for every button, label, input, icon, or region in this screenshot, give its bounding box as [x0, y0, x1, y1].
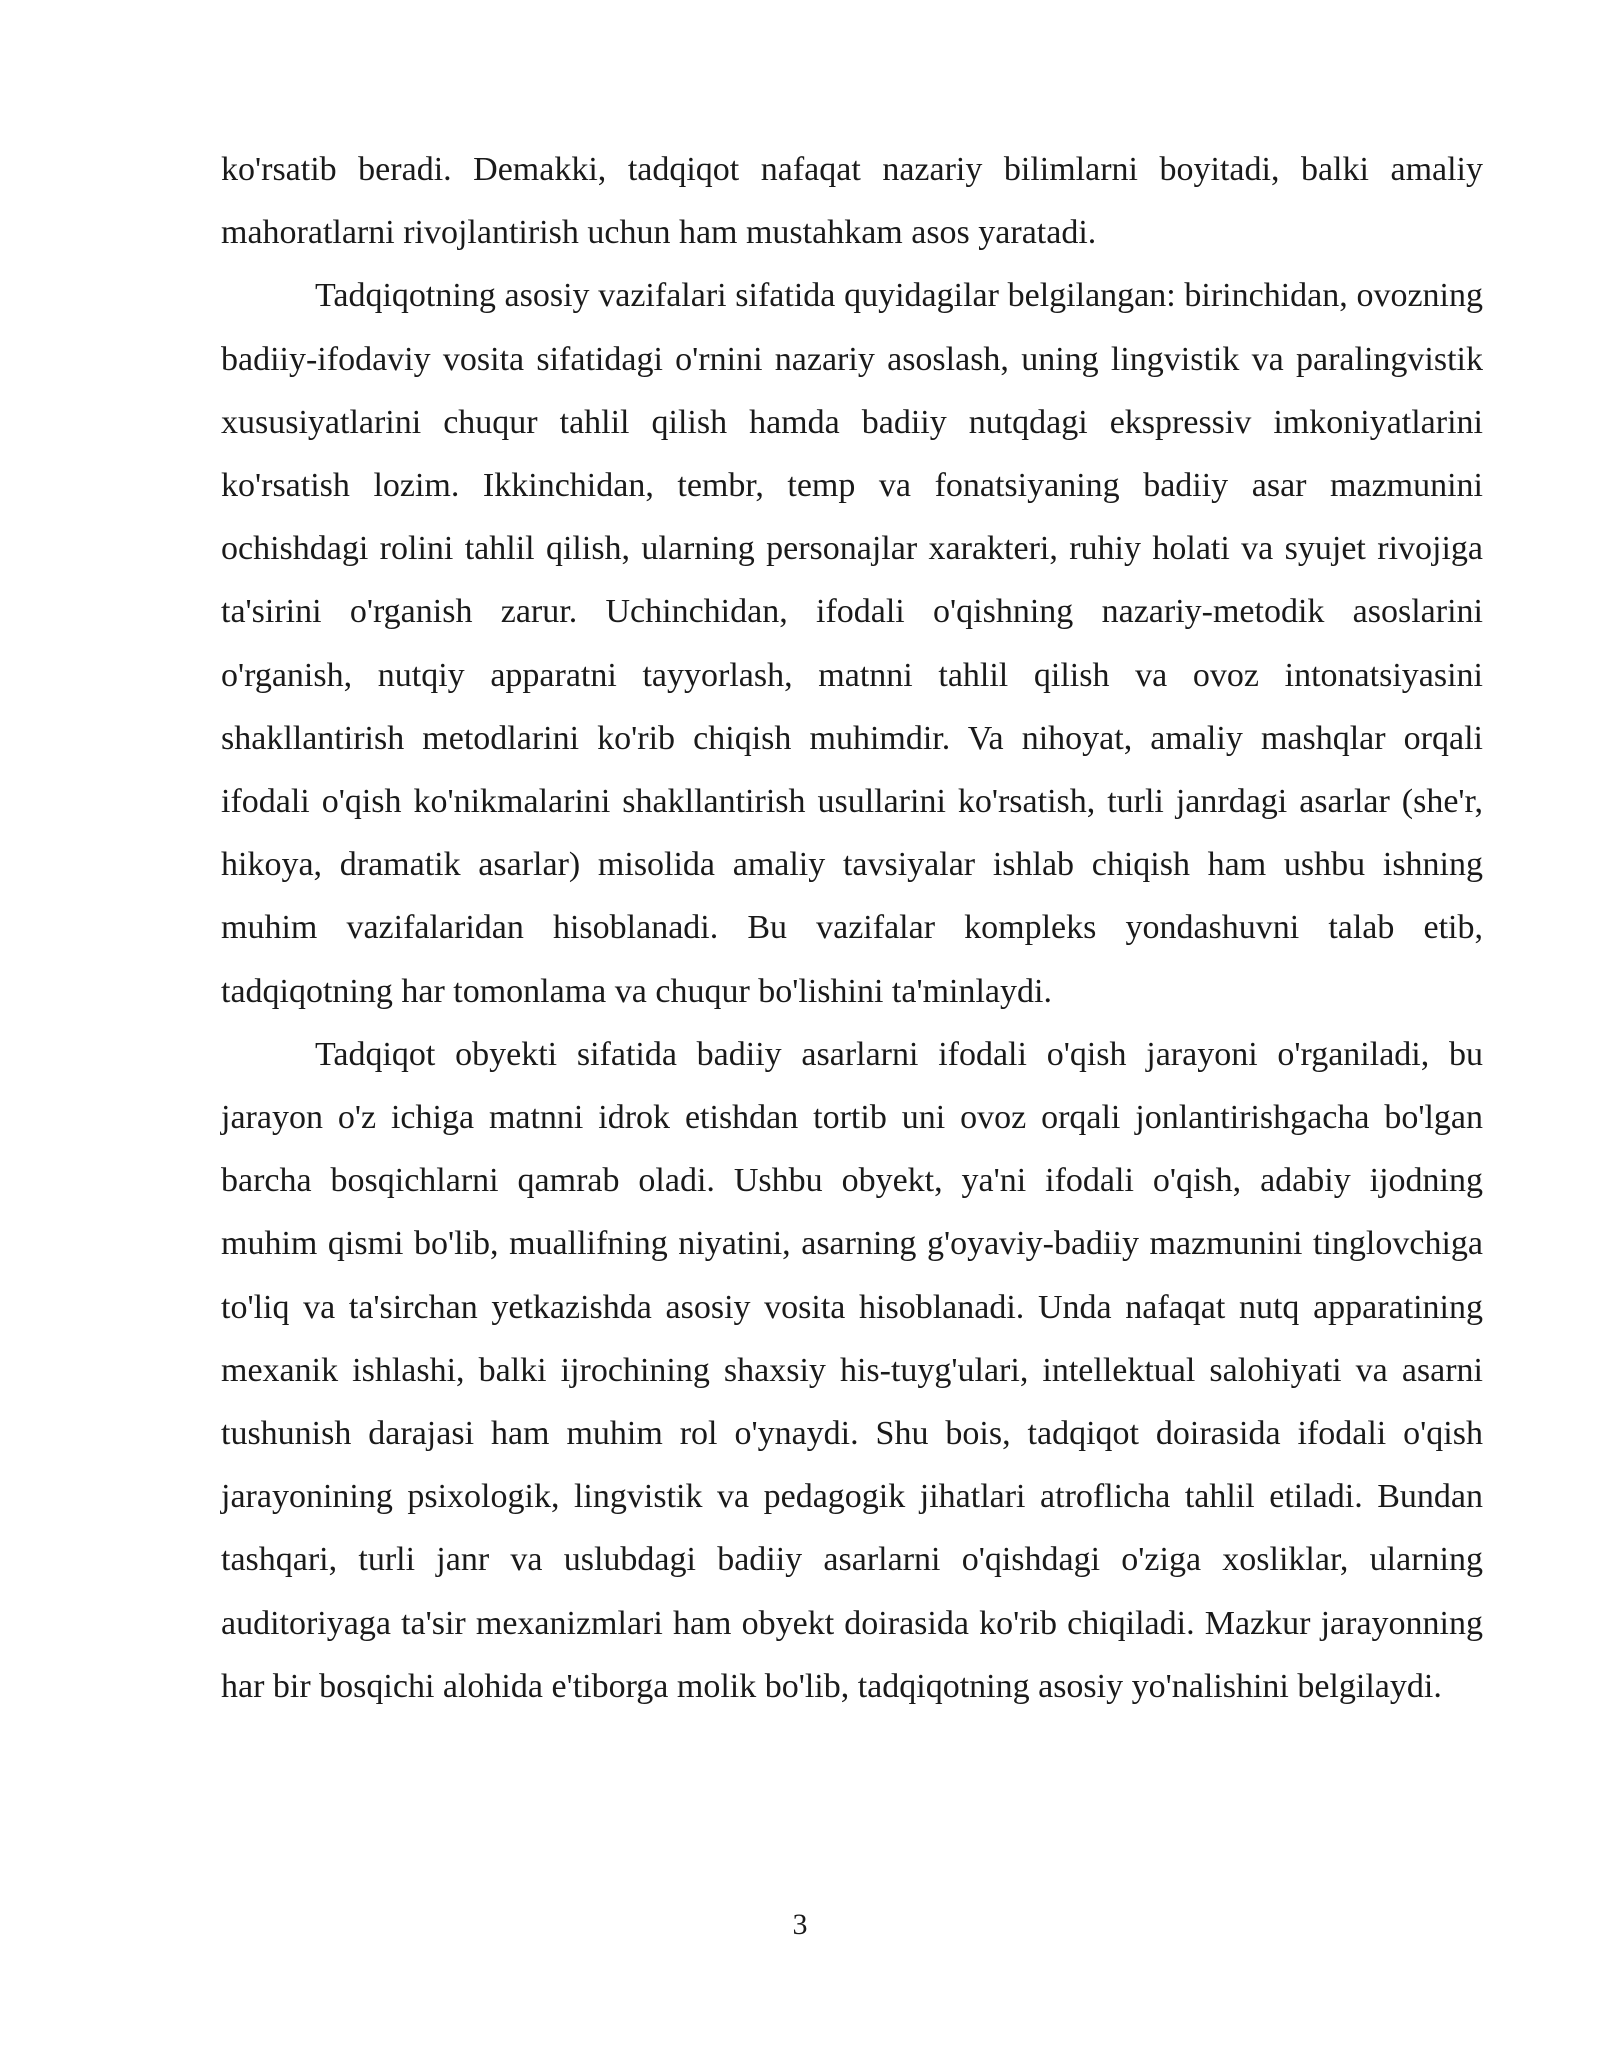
paragraph-research-tasks: Tadqiqotning asosiy vazifalari sifatida quyidagilar belgilangan: birinchidan, ovozning badiiy-ifodaviy vosita sifatidagi o'rnini nazariy asoslash, uning lingvistik va paralingvistik xususiyatlarini chuqur tahlil qilish hamda badiiy nutqdagi ekspressiv imkoniyatlarini ko'rsatish lozim. Ikkinchidan, tembr, temp va fonatsiyaning badiiy asar mazmunini ochishdagi rolini tahlil qilish, ularning personajlar xarakteri, ruhiy holati va syujet rivojiga ta'sirini o'rganish zarur. Uchinchidan, ifodali o'qishning nazariy-metodik asoslarini o'rganish, nutqiy apparatni tayyorlash, matnni tahlil qilish va ovoz intonatsiyasini shakllantirish metodlarini ko'rib chiqish muhimdir. Va nihoyat, amaliy mashqlar orqali ifodali o'qish ko'nikmalarini shakllantirish usullarini ko'rsatish, turli janrdagi asarlar (she'r, hikoya, dramatik asarlar) misolida amaliy tavsiyalar ishlab chiqish ham ushbu ishning muhim vazifalaridan hisoblanadi. Bu vazifalar kompleks yondashuvni talab etib, tadqiqotning har tomonlama va chuqur bo'lishini ta'minlaydi. [221, 277, 1483, 1010]
paragraph-continuation: ko'rsatib beradi. Demakki, tadqiqot nafaqat nazariy bilimlarni boyitadi, balki amaliy mahoratlarni rivojlantirish uchun ham mustahkam asos yaratadi. [221, 151, 1483, 252]
page-number: 3 [792, 1908, 808, 1941]
paragraph-research-object: Tadqiqot obyekti sifatida badiiy asarlarni ifodali o'qish jarayoni o'rganiladi, bu jarayon o'z ichiga matnni idrok etishdan tortib uni ovoz orqali jonlantirishgacha bo'lgan barcha bosqichlarni qamrab oladi. Ushbu obyekt, ya'ni ifodali o'qish, adabiy ijodning muhim qismi bo'lib, muallifning niyatini, asarning g'oyaviy-badiiy mazmunini tinglovchiga to'liq va ta'sirchan yetkazishda asosiy vosita hisoblanadi. Unda nafaqat nutq apparatining mexanik ishlashi, balki ijrochining shaxsiy his-tuyg'ulari, intellektual salohiyati va asarni tushunish darajasi ham muhim rol o'ynaydi. Shu bois, tadqiqot doirasida ifodali o'qish jarayonining psixologik, lingvistik va pedagogik jihatlari atroflicha tahlil etiladi. Bundan tashqari, turli janr va uslubdagi badiiy asarlarni o'qishdagi o'ziga xosliklar, ularning auditoriyaga ta'sir mexanizmlari ham obyekt doirasida ko'rib chiqiladi. Mazkur jarayonning har bir bosqichi alohida e'tiborga molik bo'lib, tadqiqotning asosiy yo'nalishini belgilaydi. [221, 1035, 1483, 1705]
body-text [221, 138, 1483, 1718]
